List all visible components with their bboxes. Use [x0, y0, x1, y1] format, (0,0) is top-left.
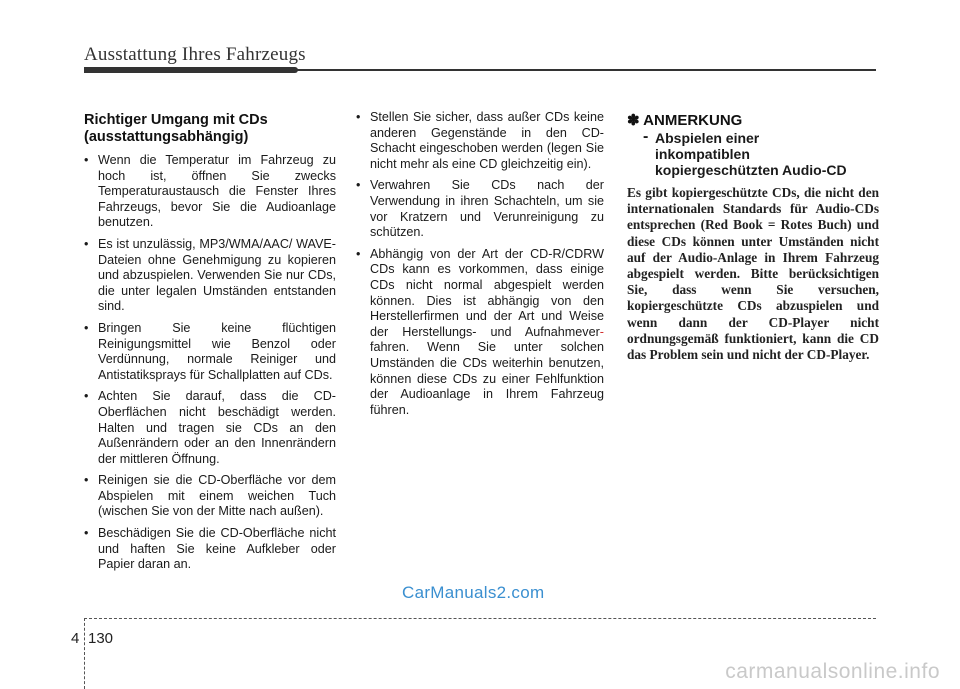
list-item — [84, 473, 336, 520]
note-subheading — [627, 130, 879, 178]
bullet-icon: • — [356, 246, 361, 261]
list-item-text: Beschädigen Sie die CD-Oberfläche nicht und haften Sie keine Aufkleber oder Papier daran an. — [98, 526, 336, 572]
dash-icon: - — [643, 128, 649, 145]
column-left — [84, 112, 336, 579]
page-number: 130 — [88, 630, 114, 647]
column-middle — [356, 110, 604, 424]
list-item — [356, 247, 604, 419]
bullet-list-left — [84, 153, 336, 573]
list-item-text: Reinigen sie die CD-Oberfläche vor dem Abspielen mit einem weichen Tuch (wischen Sie von der Mitte nach außen). — [98, 473, 336, 519]
list-item — [84, 321, 336, 383]
section-heading-line1: Richtiger Umgang mit CDs — [84, 112, 268, 128]
list-item-text: Es ist unzulässig, MP3/WMA/AAC/ WAVE-Dateien ohne Genehmigung zu kopieren und abzuspielen. Verwenden Sie nur CDs, die unter legalen Umständen entstanden sind. — [98, 236, 336, 314]
bullet-icon: • — [356, 178, 361, 193]
hyphen-mark: - — [599, 324, 604, 339]
bullet-icon: • — [356, 110, 361, 124]
list-item-text-part2: fahren. Wenn Sie unter solchen Umständen die CDs weiterhin benutzen, können diese CDs zu einer Fehlfunktion der Audioanlage in Ihrem Fahrzeug führen. — [370, 340, 604, 417]
watermark-link[interactable]: CarManuals2.com — [402, 583, 545, 602]
bullet-list-middle-last — [356, 247, 604, 419]
note-heading: ✽ ANMERKUNG — [627, 112, 743, 129]
note-subheading-line2: inkompatiblen — [655, 146, 750, 162]
note-body: Es gibt kopiergeschützte CDs, die nicht den internationalen Standards für Audio-CDs entsprechen (Red Book = Rotes Buch) und diese CDs können unter Umständen nicht auf der Audio-Anlage in Ihrem Fahrzeug abgespielt werden. Bitte berücksichtigen Sie, dass wenn Sie versuchen, kopiergeschützte CDs abzuspielen und wenn dann der CD-Player nicht ordnungsgemäß funktioniert, kann die CD das Problem sein und nicht der CD-Player. — [627, 185, 879, 363]
footer-dashed-rule — [84, 618, 876, 619]
list-item-text: Achten Sie darauf, dass die CD-Oberflächen nicht beschädigt werden. Halten und tragen sie CDs an den Außenrändern oder an den Innenrändern der mittleren Öffnung. — [98, 389, 336, 466]
list-item — [356, 110, 604, 172]
list-item-text: Stellen Sie sicher, dass außer CDs keine anderen Gegenstände in den CD-Schacht eingeschoben werden (legen Sie nicht mehr als eine CD gleichzeitig ein). — [370, 110, 604, 171]
list-item — [356, 178, 604, 240]
bullet-icon: • — [84, 236, 89, 251]
bullet-list-middle — [356, 110, 604, 241]
footer-dashed-divider — [84, 618, 85, 689]
note-subheading-line1: Abspielen einer — [655, 130, 760, 146]
bullet-icon: • — [84, 526, 89, 541]
list-item-text: Verwahren Sie CDs nach der Verwendung in ihren Schachteln, um sie vor Kratzern und Verunreinigung zu schützen. — [370, 178, 604, 240]
page-header-title: Ausstattung Ihres Fahrzeugs — [84, 44, 306, 65]
list-item — [84, 153, 336, 231]
bullet-icon: • — [84, 153, 89, 167]
chapter-number: 4 — [71, 630, 80, 647]
note-subheading-line3: kopiergeschützten Audio-CD — [655, 162, 847, 178]
section-heading — [84, 112, 336, 145]
list-item-text: Bringen Sie keine flüchtigen Reinigungsmittel wie Benzol oder Verdünnung, normale Reiniger und Antistatiksprays für Schallplatten auf CDs. — [98, 320, 336, 382]
list-item-text: Wenn die Temperatur im Fahrzeug zu hoch ist, öffnen Sie zwecks Temperaturaustausch die Fenster Ihres Fahrzeugs, bevor Sie die Audioanlage benutzen. — [98, 153, 336, 230]
bullet-icon: • — [84, 320, 89, 335]
list-item — [84, 237, 336, 315]
list-item — [84, 526, 336, 573]
footer-site-link[interactable]: carmanualsonline.info — [725, 660, 940, 683]
column-right-note — [627, 112, 879, 363]
bullet-icon: • — [84, 473, 89, 488]
section-heading-line2: (ausstattungsabhängig) — [84, 128, 249, 145]
list-item-text-part1: Abhängig von der Art der CD-R/CDRW CDs kann es vorkommen, dass einige CDs nicht normal abgespielt werden können. Dies ist abhängig von den Herstellerfirmen und der Art und Weise der Herstellungs- und Aufnahmever — [370, 246, 604, 339]
list-item — [84, 389, 336, 467]
header-rule — [84, 69, 876, 71]
bullet-icon: • — [84, 389, 89, 404]
